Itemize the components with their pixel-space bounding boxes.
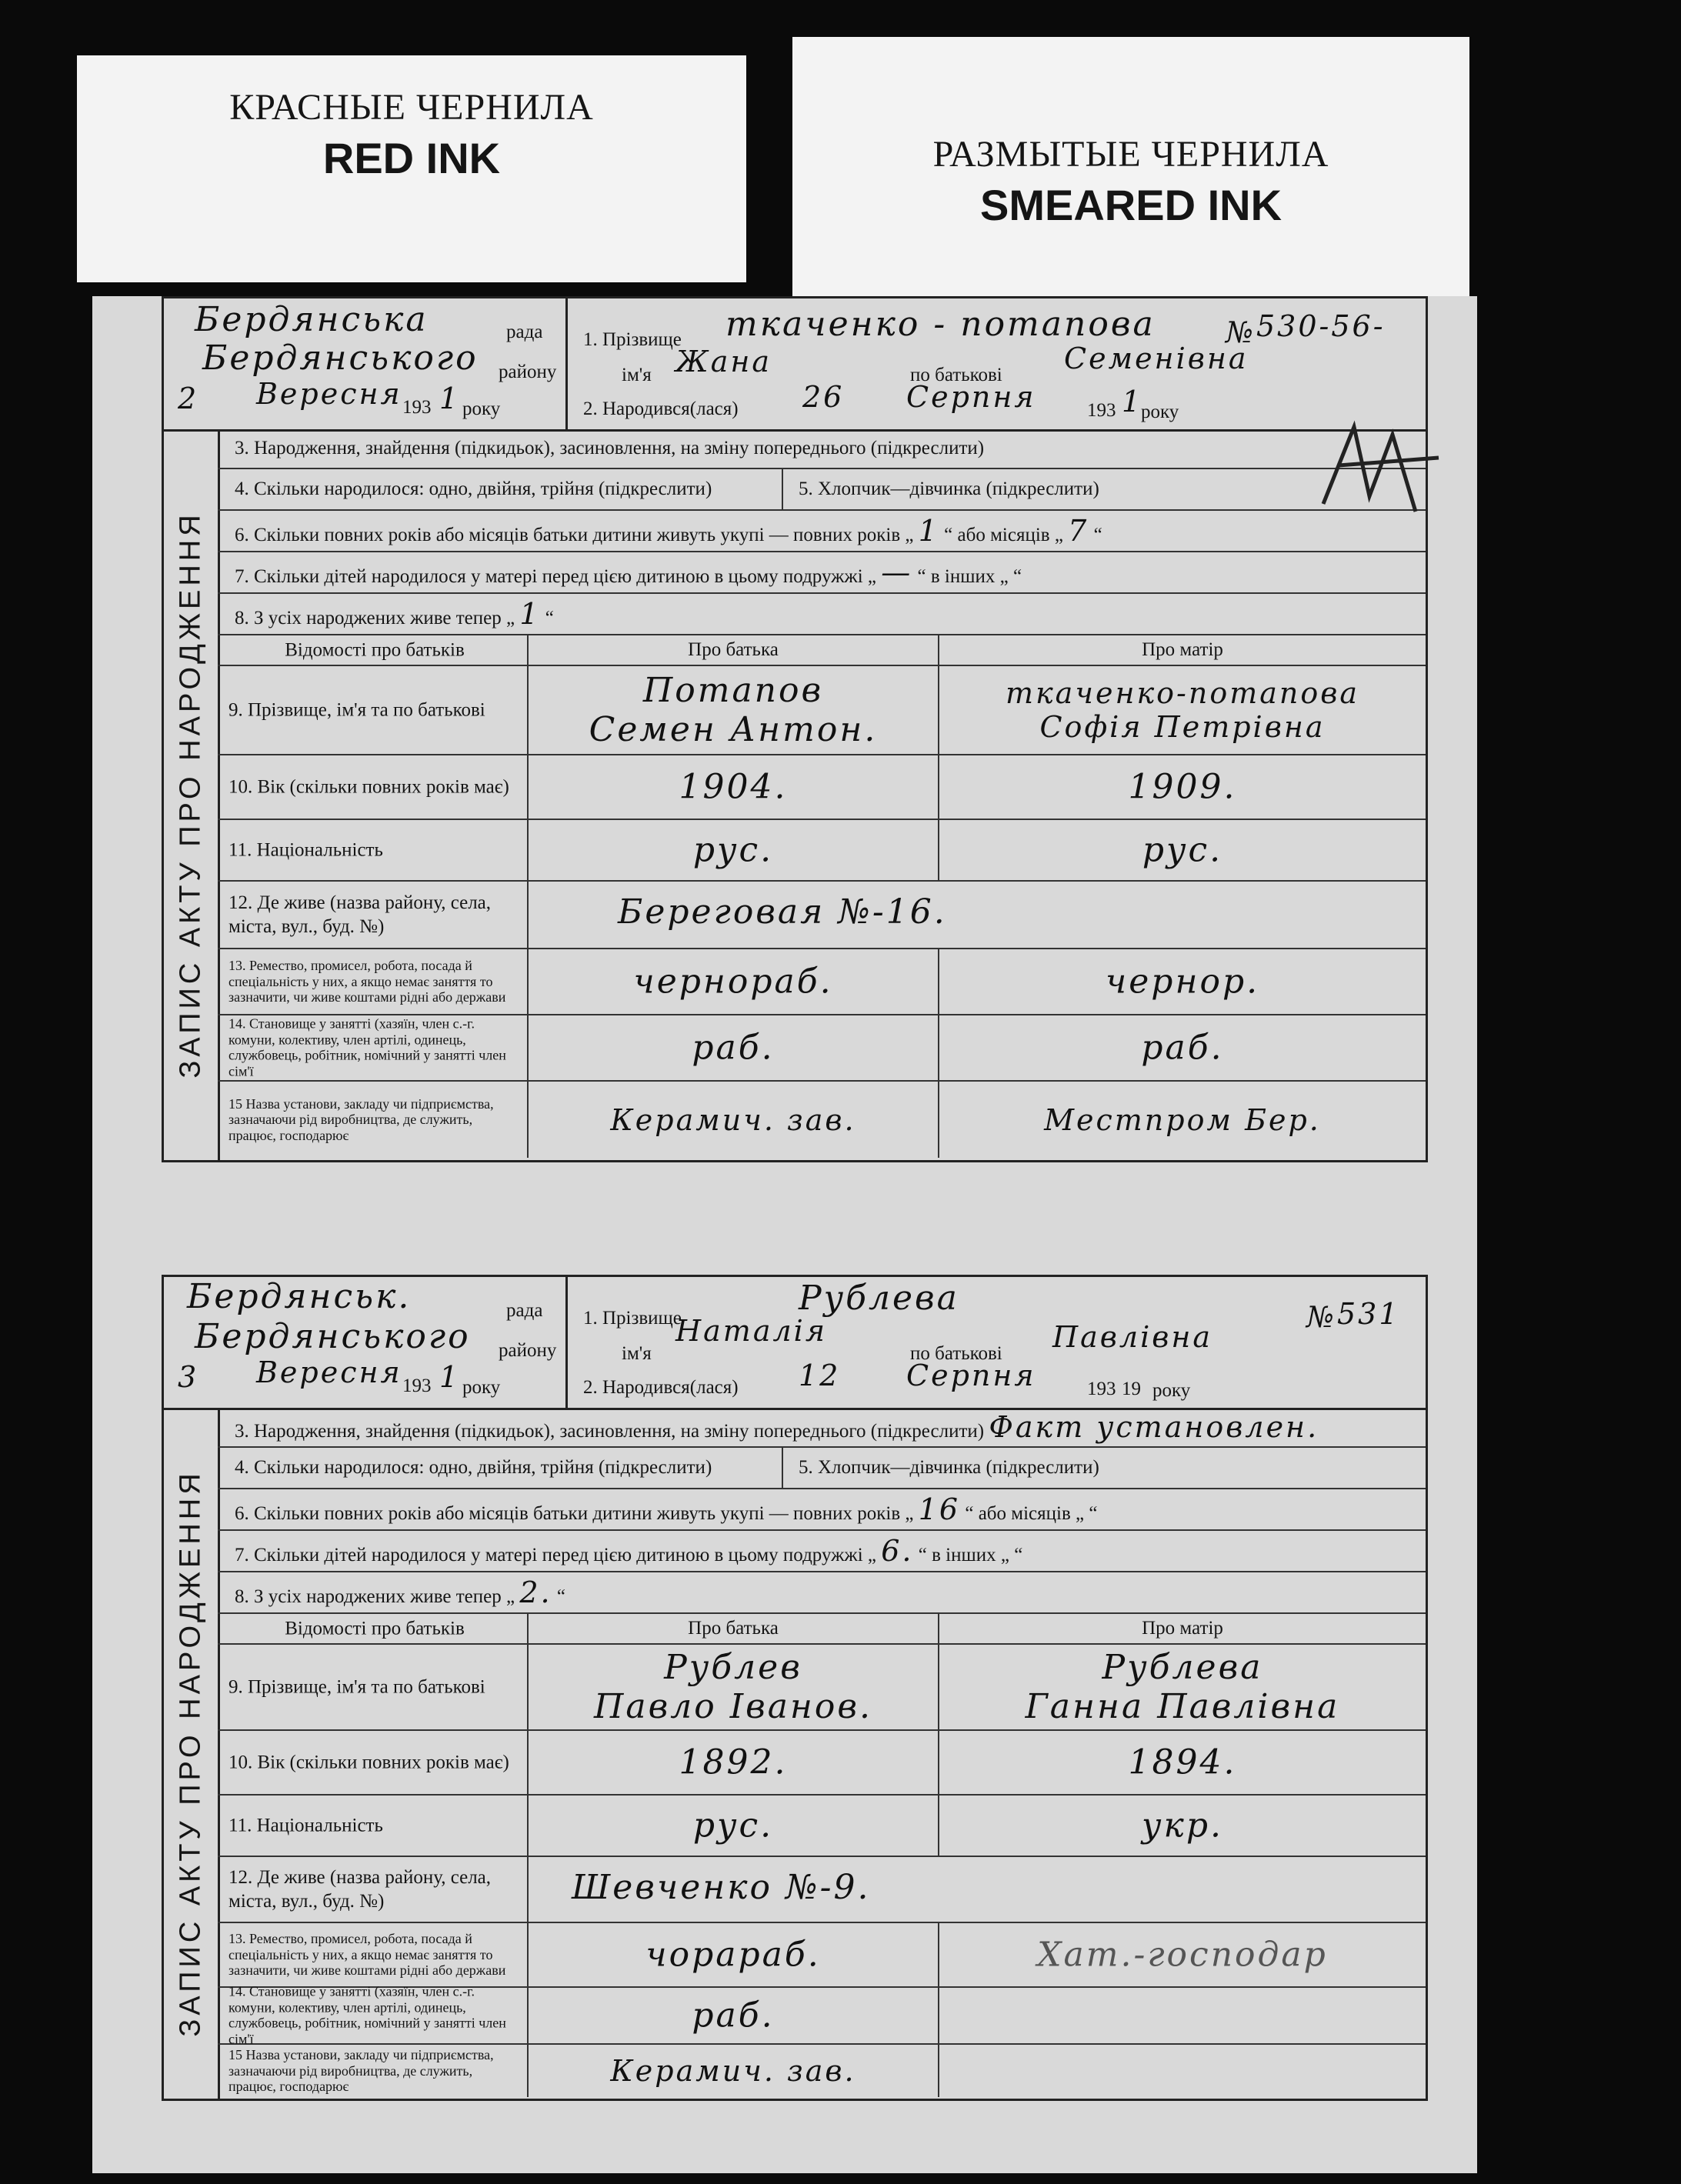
q1-label: 1. Прізвище bbox=[583, 329, 682, 350]
registration-month: Вересня bbox=[256, 1355, 402, 1389]
mother-workplace: Местпром Бер. bbox=[1044, 1102, 1321, 1137]
q7-row bbox=[218, 1531, 1426, 1572]
q4-q5-row bbox=[218, 1448, 1426, 1489]
rada-label: рада bbox=[506, 1300, 543, 1321]
birth-month: Серпня bbox=[906, 380, 1036, 414]
mother-surname: ткаченко-потапова bbox=[1005, 676, 1360, 710]
child-surname: ткаченко - потапова bbox=[725, 305, 1156, 344]
q11-row bbox=[218, 1796, 1426, 1857]
child-patronymic: Семенівна bbox=[1064, 342, 1249, 375]
shared-residence: Шевченко №-9. bbox=[572, 1868, 871, 1907]
q10-row bbox=[218, 755, 1426, 820]
q4-label: 4. Скільки народилося: одно, двійня, трійня (підкреслити) bbox=[235, 478, 712, 499]
q12-label: 12. Де живе (назва району, села, міста, вул., буд. №) bbox=[228, 892, 492, 937]
child-info-block bbox=[568, 298, 1426, 429]
father-workplace: Керамич. зав. bbox=[610, 1102, 856, 1137]
q9-label: 9. Прізвище, ім'я та по батькові bbox=[228, 1676, 485, 1698]
mother-age: 1909. bbox=[1128, 767, 1237, 807]
registry-office-block bbox=[164, 1277, 568, 1408]
mother-occupation: чернор. bbox=[1105, 962, 1260, 1002]
raion-handwritten: Бердянського bbox=[195, 1317, 471, 1356]
birth-year-prefix: 193 bbox=[1087, 1379, 1116, 1399]
q3-row bbox=[218, 1408, 1426, 1448]
year-label: року bbox=[462, 398, 501, 419]
birth-record-1 bbox=[162, 296, 1428, 1162]
rada-handwritten: Бердянськ. bbox=[187, 1277, 412, 1316]
registration-year-digit: 1 bbox=[439, 382, 461, 415]
q14-label: 14. Становище у занятті (хазяїн, член с.-г. комуни, колективу, член артілі, одинець, службовець, робітник, номічний у занятті член сім'ї bbox=[228, 1015, 506, 1079]
q12-label: 12. Де живе (назва району, села, міста, вул., буд. №) bbox=[228, 1866, 492, 1912]
q5-label: 5. Хлопчик—дівчинка (підкреслити) bbox=[799, 1457, 1099, 1478]
q4-q5-divider bbox=[782, 1448, 783, 1488]
q8-row bbox=[218, 594, 1426, 635]
father-header: Про батька bbox=[688, 1618, 779, 1639]
q15-label: 15 Назва установи, закладу чи підприємства, зазначаючи рід виробництва, де служить, працює, господарює bbox=[228, 2046, 494, 2095]
side-title: ЗАПИС АКТУ ПРО НАРОДЖЕННЯ bbox=[174, 1469, 207, 2037]
q4-q5-divider bbox=[782, 469, 783, 509]
parents-header-row bbox=[218, 1614, 1426, 1645]
mother-surname: Рублева bbox=[1102, 1648, 1263, 1687]
father-workplace: Керамич. зав. bbox=[610, 2054, 856, 2088]
mother-position: раб. bbox=[1141, 1028, 1224, 1068]
registration-day: 3 bbox=[178, 1360, 199, 1394]
child-info-block bbox=[568, 1277, 1426, 1408]
father-header: Про батька bbox=[688, 639, 779, 660]
father-age: 1904. bbox=[679, 767, 788, 807]
record-header bbox=[164, 1277, 1426, 1410]
q2-label: 2. Народився(лася) bbox=[583, 1377, 739, 1398]
q11-label: 11. Національність bbox=[228, 1815, 383, 1836]
q13-label: 13. Ремество, промисел, робота, посада й спеціальність у них, а якщо немає заняття то зазначити, чи живе коштами рідні або держави bbox=[228, 957, 506, 1005]
q14-row bbox=[218, 1983, 1426, 2047]
raion-handwritten: Бердянського bbox=[202, 338, 479, 378]
q13-row bbox=[218, 949, 1426, 1015]
q6-row bbox=[218, 1489, 1426, 1531]
q15-label: 15 Назва установи, закладу чи підприємства, зазначаючи рід виробництва, де служить, працює, господарює bbox=[228, 1095, 494, 1143]
q11-row bbox=[218, 820, 1426, 882]
raion-label: району bbox=[499, 1340, 557, 1361]
birth-year-prefix: 193 bbox=[1087, 400, 1116, 421]
record-number-prefix: № bbox=[1306, 1300, 1336, 1334]
q9-row bbox=[218, 666, 1426, 755]
mother-occupation: Хат.-господар bbox=[1037, 1935, 1328, 1975]
q6-row bbox=[218, 511, 1426, 552]
father-occupation: чорараб. bbox=[645, 1935, 821, 1975]
side-title-column bbox=[164, 1408, 220, 2099]
registry-office-block bbox=[164, 298, 568, 429]
red-ink-label-ru: КРАСНЫЕ ЧЕРНИЛА bbox=[229, 87, 594, 128]
rada-handwritten: Бердянська bbox=[195, 300, 429, 339]
q7-label: 7. Скільки дітей народилося у матері перед цією дитиною в цьому подружжі „ 6. “ в інших „ “ bbox=[235, 1534, 1023, 1568]
mother-header: Про матір bbox=[1142, 1618, 1223, 1639]
year-prefix: 193 bbox=[402, 1375, 432, 1396]
record-number-prefix: № bbox=[1226, 315, 1256, 349]
mother-nationality: рус. bbox=[1142, 830, 1223, 870]
father-surname: Потапов bbox=[642, 671, 824, 710]
birth-year-label: року bbox=[1141, 402, 1179, 422]
q8-label: 8. З усіх народжених живе тепер „ 1 “ bbox=[235, 597, 554, 631]
q8-row bbox=[218, 1572, 1426, 1614]
q14-label: 14. Становище у занятті (хазяїн, член с.-г. комуни, колективу, член артілі, одинець, службовець, робітник, номічний у занятті член сім'ї bbox=[228, 1983, 506, 2047]
q3-row bbox=[218, 429, 1426, 469]
smeared-ink-label-card bbox=[792, 37, 1469, 297]
mother-name: Ганна Павлівна bbox=[1025, 1687, 1340, 1726]
q1-label: 1. Прізвище bbox=[583, 1308, 682, 1329]
q6-label: 6. Скільки повних років або місяців батьки дитини живуть укупі — повних років „ 16 “ або місяців „ “ bbox=[235, 1492, 1098, 1526]
q6-label: 6. Скільки повних років або місяців батьки дитини живуть укупі — повних років „ 1 “ або місяців „ 7 “ bbox=[235, 514, 1102, 548]
scribble-mark bbox=[1308, 412, 1462, 527]
smeared-ink-label-ru: РАЗМЫТЫЕ ЧЕРНИЛА bbox=[932, 134, 1329, 175]
name-label: ім'я bbox=[622, 365, 652, 385]
q9-row bbox=[218, 1645, 1426, 1731]
year-label: року bbox=[462, 1377, 501, 1398]
shared-residence: Береговая №-16. bbox=[618, 892, 947, 932]
birth-year-suffix: 19 bbox=[1122, 1379, 1141, 1399]
q12-row bbox=[218, 882, 1426, 949]
q15-row bbox=[218, 2045, 1426, 2097]
rada-label: рада bbox=[506, 322, 543, 342]
registration-year-digit: 1 bbox=[439, 1360, 461, 1394]
q7-row bbox=[218, 552, 1426, 594]
birth-year-label: року bbox=[1152, 1380, 1191, 1401]
mother-age: 1894. bbox=[1128, 1742, 1237, 1782]
father-nationality: рус. bbox=[692, 830, 774, 870]
patronymic-label: по батькові bbox=[910, 1343, 1002, 1364]
child-name: Жана bbox=[675, 345, 772, 378]
q10-label: 10. Вік (скільки повних років має) bbox=[228, 776, 509, 798]
q4-label: 4. Скільки народилося: одно, двійня, трійня (підкреслити) bbox=[235, 1457, 712, 1478]
father-name: Семен Антон. bbox=[589, 710, 878, 749]
q10-label: 10. Вік (скільки повних років має) bbox=[228, 1752, 509, 1773]
birth-day: 26 bbox=[802, 380, 845, 414]
name-label: ім'я bbox=[622, 1343, 652, 1364]
father-position: раб. bbox=[692, 1996, 775, 2036]
parents-header: Відомості про батьків bbox=[285, 1618, 465, 1639]
year-prefix: 193 bbox=[402, 397, 432, 418]
record-number: 530-56- bbox=[1256, 309, 1386, 343]
birth-record-2 bbox=[162, 1275, 1428, 2101]
q11-label: 11. Національність bbox=[228, 839, 383, 861]
birth-day: 12 bbox=[799, 1359, 841, 1392]
mother-header: Про матір bbox=[1142, 639, 1223, 660]
record-header bbox=[164, 298, 1426, 432]
q13-row bbox=[218, 1923, 1426, 1988]
registration-month: Вересня bbox=[256, 377, 402, 411]
raion-label: району bbox=[499, 362, 557, 382]
child-name: Наталія bbox=[675, 1314, 827, 1348]
child-surname: Рублева bbox=[799, 1279, 959, 1318]
father-occupation: чернораб. bbox=[633, 962, 833, 1002]
parents-header-row bbox=[218, 635, 1426, 666]
q2-label: 2. Народився(лася) bbox=[583, 398, 739, 419]
mother-name: Софія Петрівна bbox=[1039, 710, 1326, 744]
q13-label: 13. Ремество, промисел, робота, посада й спеціальність у них, а якщо немає заняття то зазначити, чи живе коштами рідні або держави bbox=[228, 1930, 506, 1979]
father-position: раб. bbox=[692, 1028, 775, 1068]
q12-row bbox=[218, 1857, 1426, 1923]
q3-label: 3. Народження, знайдення (підкидьок), засиновлення, на зміну попереднього (підкреслити) Факт установлен. bbox=[235, 1410, 1319, 1444]
mother-nationality: укр. bbox=[1142, 1806, 1223, 1846]
q4-q5-row bbox=[218, 469, 1426, 511]
q10-row bbox=[218, 1731, 1426, 1796]
child-patronymic: Павлівна bbox=[1052, 1320, 1213, 1354]
parents-header: Відомості про батьків bbox=[285, 639, 465, 661]
birth-year-digit: 1 bbox=[1122, 385, 1143, 418]
birth-month: Серпня bbox=[906, 1359, 1036, 1392]
q3-label: 3. Народження, знайдення (підкидьок), засиновлення, на зміну попереднього (підкреслити) bbox=[235, 438, 985, 458]
q7-label: 7. Скільки дітей народилося у матері перед цією дитиною в цьому подружжі „ — “ в інших „ “ bbox=[235, 555, 1022, 589]
side-title-column bbox=[164, 429, 220, 1160]
registration-day: 2 bbox=[178, 382, 199, 415]
father-surname: Рублев bbox=[664, 1648, 802, 1687]
red-ink-label-en: RED INK bbox=[322, 134, 501, 182]
smeared-ink-label-en: SMEARED INK bbox=[979, 181, 1282, 229]
q9-label: 9. Прізвище, ім'я та по батькові bbox=[228, 699, 485, 721]
record-number: 531 bbox=[1337, 1297, 1400, 1331]
q15-row bbox=[218, 1082, 1426, 1158]
father-age: 1892. bbox=[679, 1742, 788, 1782]
q5-label: 5. Хлопчик—дівчинка (підкреслити) bbox=[799, 478, 1099, 499]
patronymic-label: по батькові bbox=[910, 365, 1002, 385]
q14-row bbox=[218, 1015, 1426, 1082]
side-title: ЗАПИС АКТУ ПРО НАРОДЖЕННЯ bbox=[174, 511, 207, 1079]
father-name: Павло Іванов. bbox=[594, 1687, 872, 1726]
father-nationality: рус. bbox=[692, 1806, 774, 1846]
red-ink-label-card bbox=[77, 55, 746, 282]
document-page bbox=[92, 296, 1477, 2173]
q8-label: 8. З усіх народжених живе тепер „ 2. “ bbox=[235, 1575, 565, 1609]
